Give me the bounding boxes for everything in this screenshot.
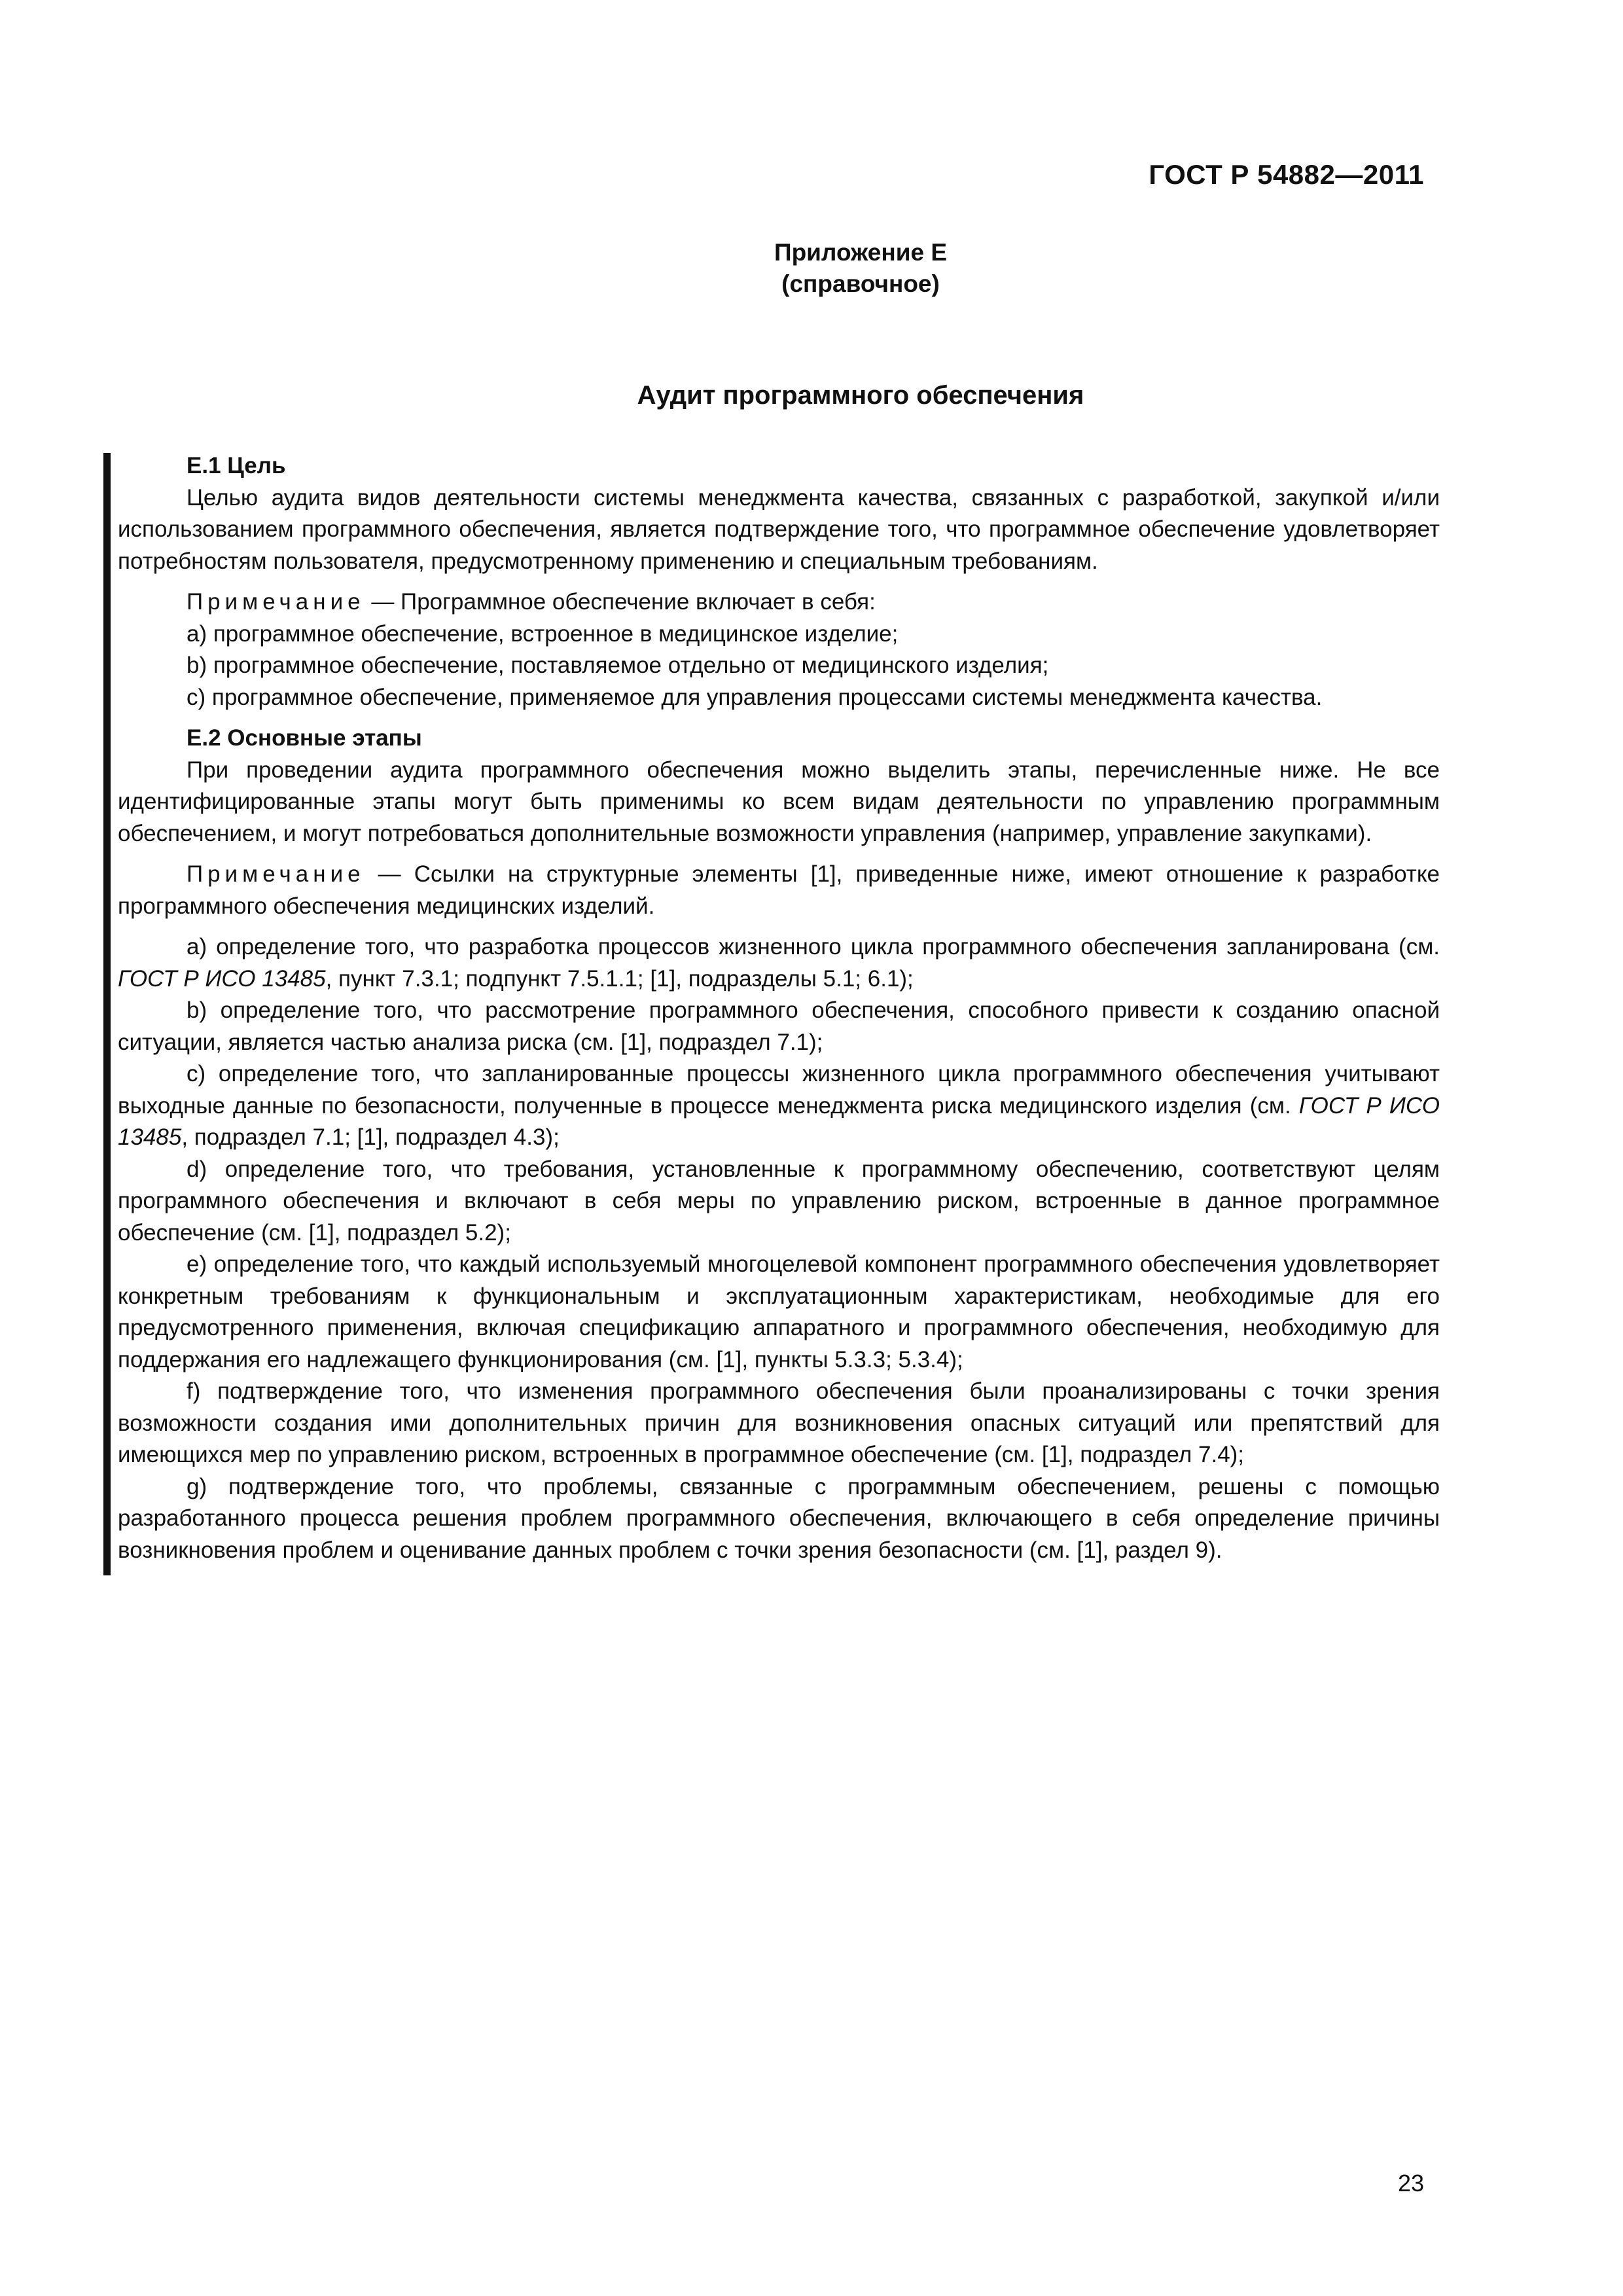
- appendix-type: (справочное): [781, 270, 940, 297]
- document-code: ГОСТ Р 54882—2011: [1149, 159, 1424, 190]
- section-heading-e1: Е.1 Цель: [187, 453, 286, 478]
- section-e1-paragraph: Целью аудита видов деятельности системы менеджмента качества, связанных с разработкой, закупкой и/или использованием программного обеспечения, является подтверждение того, что программное обеспечение удовлетворяет потребностям пользователя, предусмотренному применению и специальным требованиям.: [118, 484, 1440, 574]
- note-text: — Ссылки на структурные элементы [1], приведенные ниже, имеют отношение к разработке программного обеспечения медицинских изделий.: [118, 861, 1440, 919]
- list-item-e: e) определение того, что каждый используемый многоцелевой компонент программного обеспечения удовлетворяет конкретным требованиям к функциональным и эксплуатационным характеристикам, необходимые для его предусмотренного применения, включая спецификацию аппаратного и программного обеспечения, необходимую для поддержания его надлежащего функционирования (см. [1], пункты 5.3.3; 5.3.4);: [118, 1251, 1440, 1372]
- list-item-g: g) подтверждение того, что проблемы, связанные с программным обеспечением, решены с помощью разработанного процесса решения проблем программного обеспечения, включающего в себя определение причины возникновения проблем и оценивание данных проблем с точки зрения безопасности (см. [1], раздел 9).: [118, 1473, 1440, 1563]
- section-e2-note: [118, 859, 1440, 922]
- note-item: b) программное обеспечение, поставляемое отдельно от медицинского изделия;: [187, 653, 1049, 678]
- list-item-d: d) определение того, что требования, установленные к программному обеспечению, соответствуют целям программного обеспечения и включают в себя меры по управлению риском, встроенные в данное программное обеспечение (см. [1], подраздел 5.2);: [118, 1156, 1440, 1246]
- change-bar: [103, 453, 111, 1575]
- list-item-c: c) определение того, что запланированные процессы жизненного цикла программного обеспечения учитывают выходные данные по безопасности, полученные в процессе менеджмента риска медицинского изделия (см. ГОСТ Р ИСО 13485, подраздел 7.1; [1], подраздел 4.3);: [118, 1061, 1440, 1150]
- section-e2-paragraph: При проведении аудита программного обеспечения можно выделить этапы, перечисленные ниже. Не все идентифицированные этапы могут быть применимы ко всем видам деятельности по управлению программным обеспечением, и могут потребоваться дополнительные возможности управления (например, управление закупками).: [118, 757, 1440, 846]
- note-text: — Программное обеспечение включает в себя:: [365, 589, 876, 615]
- list-item-b: b) определение того, что рассмотрение программного обеспечения, способного привести к созданию опасной ситуации, является частью анализа риска (см. [1], подраздел 7.1);: [118, 997, 1440, 1055]
- appendix-label: [0, 237, 1623, 300]
- page-number: 23: [1397, 2170, 1424, 2197]
- standard-reference: ГОСТ Р ИСО 13485: [118, 965, 326, 992]
- list-item-a: a) определение того, что разработка процессов жизненного цикла программного обеспечения запланирована (см. ГОСТ Р ИСО 13485, пункт 7.3.1; подпункт 7.5.1.1; [1], подразделы 5.1; 6.1);: [118, 934, 1440, 992]
- body-text: [118, 450, 1440, 1566]
- list-item-f: f) подтверждение того, что изменения программного обеспечения были проанализированы с точки зрения возможности создания ими дополнительных причин для возникновения опасных ситуаций или препятствий для имеющихся мер по управлению риском, встроенных в программное обеспечение (см. [1], подраздел 7.4);: [118, 1378, 1440, 1467]
- section-heading-e2: Е.2 Основные этапы: [187, 725, 422, 751]
- note-label: Примечание: [187, 589, 365, 615]
- note-item: c) программное обеспечение, применяемое для управления процессами системы менеджмента качества.: [187, 684, 1323, 710]
- note-item: a) программное обеспечение, встроенное в медицинское изделие;: [187, 620, 899, 647]
- standard-reference: ГОСТ Р ИСО 13485: [118, 1092, 1440, 1150]
- appendix-title: Приложение Е: [774, 239, 948, 266]
- note-label: Примечание: [187, 861, 365, 887]
- page-title: Аудит программного обеспечения: [637, 381, 1084, 410]
- section-e1-note: [118, 586, 1440, 619]
